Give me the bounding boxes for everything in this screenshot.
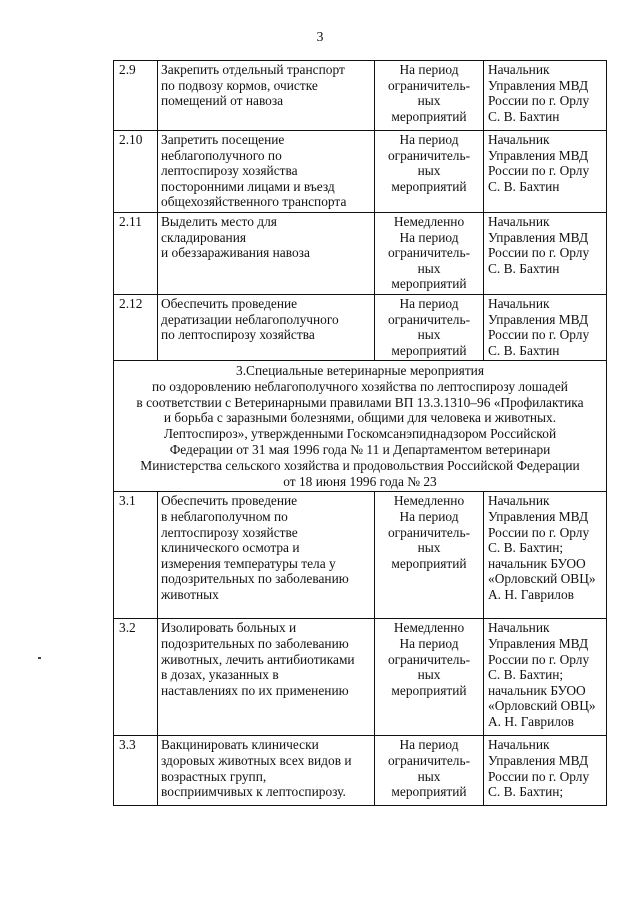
table-row: [114, 131, 607, 213]
measures-table: [113, 60, 607, 806]
measure-text: Обеспечить проведение в неблагополучном по лептоспирозу хозяйстве клинического осмотра и измерения температуры тела у подозрительных по заболеванию животных: [158, 492, 375, 619]
measure-text: Закрепить отдельный транспорт по подвозу кормов, очистке помещений от навоза: [158, 61, 375, 131]
deadline: На период ограничитель- ных мероприятий: [375, 131, 484, 213]
responsible-party: Начальник Управления МВД России по г. Орлу С. В. Бахтин; начальник БУОО «Орловский ОВЦ» А. Н. Гаврилов: [484, 492, 607, 619]
measure-text: Запретить посещение неблагополучного по лептоспирозу хозяйства посторонними лицами и въезд общехозяйственного транспорта: [158, 131, 375, 213]
table-row: [114, 295, 607, 361]
measure-text: Обеспечить проведение дератизации неблагополучного по лептоспирозу хозяйства: [158, 295, 375, 361]
table-row: [114, 736, 607, 806]
deadline: На период ограничитель- ных мероприятий: [375, 295, 484, 361]
measure-text: Вакцинировать клинически здоровых животных всех видов и возрастных групп, восприимчивых к лептоспирозу.: [158, 736, 375, 806]
item-number: 2.12: [114, 295, 158, 361]
responsible-party: Начальник Управления МВД России по г. Орлу С. В. Бахтин: [484, 61, 607, 131]
item-number: 3.3: [114, 736, 158, 806]
responsible-party: Начальник Управления МВД России по г. Орлу С. В. Бахтин;: [484, 736, 607, 806]
deadline: Немедленно На период ограничитель- ных мероприятий: [375, 492, 484, 619]
item-number: 2.10: [114, 131, 158, 213]
table-row: [114, 492, 607, 619]
deadline: На период ограничитель- ных мероприятий: [375, 61, 484, 131]
measure-text: Изолировать больных и подозрительных по заболеванию животных, лечить антибиотиками в дозах, указанных в наставлениях по их применению: [158, 619, 375, 736]
section-heading-row: [114, 361, 607, 492]
page-number: 3: [316, 30, 324, 45]
section-heading: 3.Специальные ветеринарные мероприятия по оздоровлению неблагополучного хозяйства по лептоспирозу лошадей в соответствии с Ветеринарными правилами ВП 13.3.1310–96 «Профилактика и борьба с заразными болезнями, общими для человека и животных. Лептоспироз», утвержденными Госкомсанэпиднадзором Российской Федерации от 31 мая 1996 года № 11 и Департаментом ветеринари Министерства сельского хозяйства и продовольствия Российской Федерации от 18 июня 1996 года № 23: [114, 361, 607, 492]
item-number: 2.9: [114, 61, 158, 131]
deadline: Немедленно На период ограничитель- ных мероприятий: [375, 213, 484, 295]
item-number: 3.2: [114, 619, 158, 736]
stray-scan-mark: [38, 657, 41, 659]
deadline: Немедленно На период ограничитель- ных мероприятий: [375, 619, 484, 736]
table-row: [114, 61, 607, 131]
responsible-party: Начальник Управления МВД России по г. Орлу С. В. Бахтин: [484, 295, 607, 361]
table-row: [114, 213, 607, 295]
responsible-party: Начальник Управления МВД России по г. Орлу С. В. Бахтин: [484, 213, 607, 295]
item-number: 2.11: [114, 213, 158, 295]
table-row: [114, 619, 607, 736]
item-number: 3.1: [114, 492, 158, 619]
deadline: На период ограничитель- ных мероприятий: [375, 736, 484, 806]
responsible-party: Начальник Управления МВД России по г. Орлу С. В. Бахтин: [484, 131, 607, 213]
responsible-party: Начальник Управления МВД России по г. Орлу С. В. Бахтин; начальник БУОО «Орловский ОВЦ» А. Н. Гаврилов: [484, 619, 607, 736]
measure-text: Выделить место для складирования и обеззараживания навоза: [158, 213, 375, 295]
